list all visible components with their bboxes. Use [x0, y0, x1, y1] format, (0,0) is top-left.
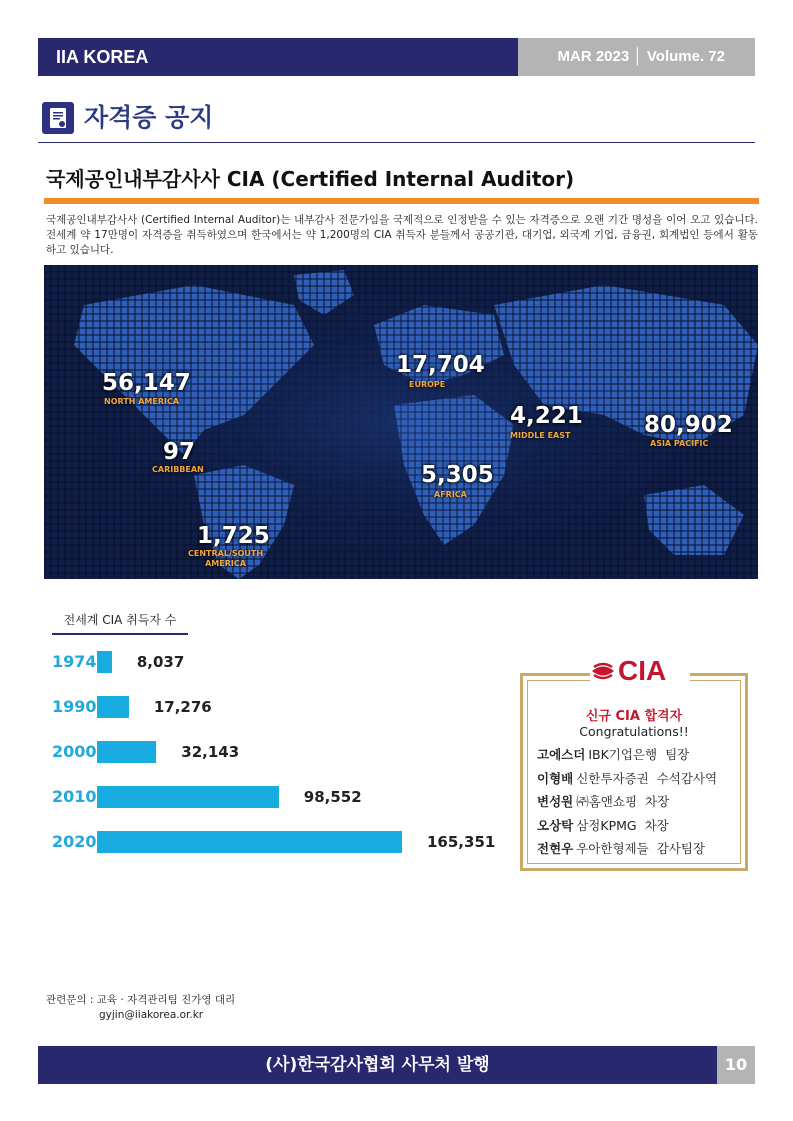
winner-org: ㈜홈앤쇼핑 — [576, 794, 638, 809]
bar-value-label: 32,143 — [181, 743, 240, 761]
region-north-america-value: 56,147 — [102, 370, 191, 396]
contact-email[interactable]: gyjin@iiakorea.or.kr — [99, 1009, 204, 1021]
region-caribbean-value: 97 — [163, 439, 196, 465]
world-map — [44, 265, 758, 579]
header-issue: MAR 2023 │ Volume. 72 — [518, 38, 755, 76]
bar-1990 — [97, 696, 129, 718]
bar-2020 — [97, 831, 402, 853]
bar-year-label: 1990 — [52, 697, 97, 716]
winner-name: 오상탁 — [537, 817, 574, 833]
bar-2010 — [97, 786, 279, 808]
region-asia-pacific-value: 80,902 — [644, 412, 733, 438]
article-intro: 국제공인내부감사사 (Certified Internal Auditor)는 내부감사 전문가임을 국제적으로 인정받을 수 있는 자격증으로 오랜 기간 명성을 이어 오고 있습니다. 전세계 약 17만명이 자격증을 취득하였으며 한국에서는 약 1,200명의 CIA 취득자 분들께서 공공기관, 대기업, 외국계 기업, 금융권, 회계법인 등에서 활동하고 있습니다. — [46, 214, 758, 256]
winner-row — [537, 746, 689, 764]
bar-2000 — [97, 741, 156, 763]
region-africa-value: 5,305 — [421, 462, 494, 488]
bar-year-label: 2000 — [52, 742, 97, 761]
region-asia-pacific-label: ASIA PACIFIC — [650, 439, 709, 448]
winner-org: 우아한형제들 — [576, 841, 649, 856]
winner-name: 변성원 — [537, 794, 574, 809]
region-europe-value: 17,704 — [396, 352, 485, 378]
winner-role: 차장 — [645, 794, 670, 809]
winner-org: 신한투자증권 — [576, 770, 649, 786]
region-middle-east-value: 4,221 — [510, 403, 583, 429]
bar-1974 — [97, 651, 112, 673]
region-africa-label: AFRICA — [434, 490, 467, 499]
certificate-icon — [42, 102, 74, 134]
winner-role: 감사팀장 — [656, 841, 705, 856]
bar-value-label: 17,276 — [153, 698, 212, 716]
region-europe-label: EUROPE — [409, 380, 446, 389]
winner-row — [537, 793, 669, 811]
winner-row — [537, 817, 669, 835]
region-central-south-america-value: 1,725 — [197, 523, 270, 549]
section-title: 자격증 공지 — [84, 103, 214, 132]
bar-value-label: 8,037 — [136, 653, 185, 671]
winner-row — [537, 840, 705, 858]
congrats-title: 신규 CIA 합격자 — [585, 709, 683, 724]
bar-value-label: 98,552 — [303, 788, 362, 806]
winner-role: 차장 — [644, 817, 669, 833]
footer-publisher: (사)한국감사협회 사무처 발행 — [38, 1046, 717, 1084]
region-central-south-america-label: CENTRAL/SOUTH AMERICA — [188, 549, 264, 568]
chart-title: 전세계 CIA 취득자 수 — [52, 609, 188, 635]
article-title-rule — [44, 198, 759, 204]
article-title: 국제공인내부감사사 CIA (Certified Internal Auditor) — [46, 167, 575, 191]
header-org: IIA KOREA — [38, 38, 518, 76]
cia-logo-text: CIA — [618, 655, 667, 686]
winner-name: 전현우 — [537, 841, 574, 856]
section-divider — [38, 142, 755, 143]
page-number: 10 — [717, 1046, 755, 1084]
contact-info: 관련문의 : 교육 · 자격관리팀 진가영 대리 — [46, 994, 236, 1006]
winner-name: 이형배 — [537, 770, 574, 786]
cia-globe-icon — [590, 658, 616, 684]
winner-name: 고에스더 — [537, 747, 586, 762]
cia-logo — [590, 656, 690, 686]
bar-value-label: 165,351 — [427, 833, 496, 851]
bar-year-label: 2010 — [52, 787, 97, 806]
winner-role: 팀장 — [665, 747, 690, 762]
congrats-subtitle: Congratulations!! — [579, 724, 689, 739]
bar-year-label: 2020 — [52, 832, 97, 851]
winner-org: IBK기업은행 — [588, 747, 658, 762]
region-north-america-label: NORTH AMERICA — [104, 397, 180, 406]
winner-row — [537, 770, 717, 788]
bar-year-label: 1974 — [52, 652, 97, 671]
winner-org: 삼정KPMG — [576, 817, 637, 833]
region-caribbean-label: CARIBBEAN — [152, 465, 204, 474]
region-middle-east-label: MIDDLE EAST — [510, 431, 571, 440]
winner-role: 수석감사역 — [656, 770, 718, 786]
